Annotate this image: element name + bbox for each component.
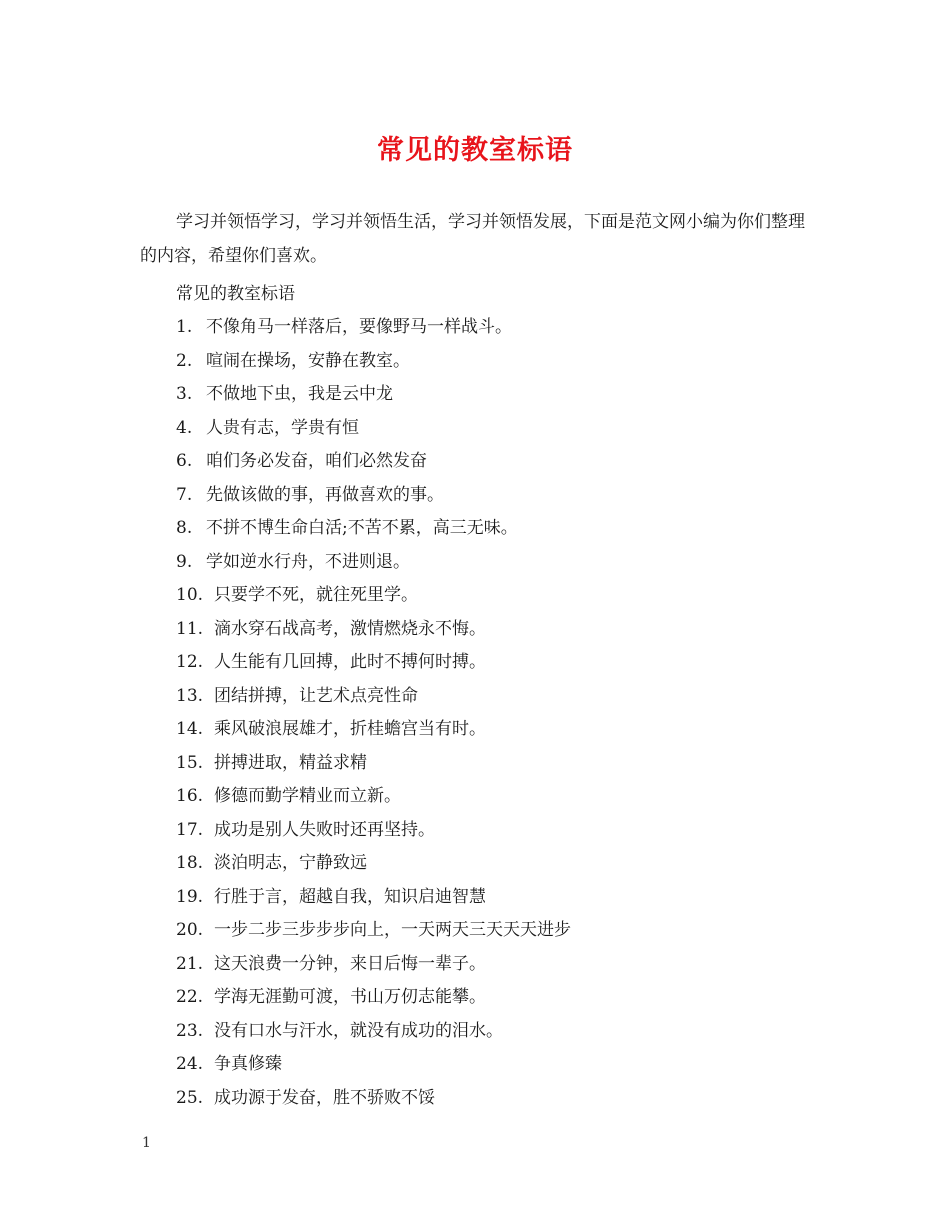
list-item-text: 先做该做的事，再做喜欢的事。: [206, 484, 444, 505]
list-item-number: 8.: [176, 518, 193, 538]
list-item: [176, 445, 571, 479]
list-item-text: 乘风破浪展雄才，折桂蟾宫当有时。: [214, 719, 486, 739]
intro-paragraph: 学习并领悟学习，学习并领悟生活，学习并领悟发展，下面是范文网小编为你们整理的内容，希望你们喜欢。: [140, 212, 805, 266]
list-item-text: 不做地下虫，我是云中龙: [206, 384, 393, 404]
list-item-text: 不拼不博生命白活;不苦不累，高三无味。: [206, 518, 518, 538]
list-item-text: 人生能有几回搏，此时不搏何时搏。: [214, 652, 486, 672]
list-item-number: 17.: [176, 819, 204, 840]
list-item-text: 学如逆水行舟，不进则退。: [206, 551, 410, 572]
section-heading: 常见的教室标语: [176, 284, 295, 304]
list-item: [176, 479, 571, 513]
list-item: [176, 847, 571, 881]
list-item-text: 行胜于言，超越自我，知识启迪智慧: [214, 886, 486, 907]
list-item-text: 咱们务必发奋，咱们必然发奋: [206, 451, 427, 471]
list-item: [176, 512, 571, 546]
list-item-number: 16.: [176, 786, 204, 806]
slogan-list: [176, 311, 571, 1115]
list-item-text: 团结拼搏，让艺术点亮性命: [214, 685, 418, 706]
list-item-number: 20.: [176, 920, 204, 940]
list-item: [176, 1082, 571, 1116]
page-number: 1: [142, 1135, 151, 1151]
list-item-text: 没有口水与汗水，就没有成功的泪水。: [214, 1020, 503, 1041]
list-item-number: 18.: [176, 853, 204, 873]
list-item-number: 23.: [176, 1020, 204, 1041]
list-item-text: 滴水穿石战高考，激情燃烧永不悔。: [214, 618, 486, 639]
list-item: [176, 814, 571, 848]
list-item: [176, 345, 571, 379]
list-item-text: 修德而勤学精业而立新。: [214, 786, 401, 806]
list-item-text: 一步二步三步步步向上，一天两天三天天天进步: [214, 920, 571, 940]
list-item-number: 19.: [176, 886, 204, 907]
list-item: [176, 680, 571, 714]
list-item-number: 3.: [176, 384, 193, 404]
list-item-number: 2.: [176, 350, 193, 371]
list-item: [176, 881, 571, 915]
list-item-number: 1.: [176, 317, 193, 337]
list-item: [176, 780, 571, 814]
list-item-text: 喧闹在操场，安静在教室。: [206, 350, 410, 371]
list-item-number: 4.: [176, 417, 193, 438]
list-item-number: 7.: [176, 484, 193, 505]
list-item: [176, 713, 571, 747]
list-item-number: 14.: [176, 719, 204, 739]
list-item: [176, 311, 571, 345]
list-item-text: 拼搏进取，精益求精: [214, 752, 367, 773]
list-item-number: 11.: [176, 618, 204, 639]
list-item-text: 成功源于发奋，胜不骄败不馁: [214, 1087, 435, 1108]
list-item: [176, 646, 571, 680]
list-item-text: 学海无涯勤可渡，书山万仞志能攀。: [214, 987, 486, 1007]
list-item-text: 只要学不死，就往死里学。: [214, 585, 418, 605]
list-item-text: 人贵有志，学贵有恒: [206, 417, 359, 438]
list-item-number: 24.: [176, 1054, 204, 1074]
list-item: [176, 412, 571, 446]
list-item: [176, 1015, 571, 1049]
list-item: [176, 1048, 571, 1082]
list-item-number: 13.: [176, 685, 204, 706]
list-item: [176, 378, 571, 412]
list-item-text: 这天浪费一分钟，来日后悔一辈子。: [214, 953, 486, 974]
list-item-number: 25.: [176, 1087, 204, 1108]
list-item-number: 22.: [176, 987, 204, 1007]
list-item: [176, 981, 571, 1015]
list-item: [176, 613, 571, 647]
list-item: [176, 914, 571, 948]
list-item: [176, 579, 571, 613]
list-item-number: 12.: [176, 652, 204, 672]
page-title: 常见的教室标语: [377, 135, 573, 166]
list-item-number: 21.: [176, 953, 204, 974]
list-item-text: 争真修臻: [214, 1054, 282, 1074]
list-item-text: 淡泊明志，宁静致远: [214, 853, 367, 873]
list-item-text: 不像角马一样落后，要像野马一样战斗。: [206, 317, 512, 337]
list-item-text: 成功是别人失败时还再坚持。: [214, 819, 435, 840]
list-item-number: 10.: [176, 585, 204, 605]
list-item-number: 15.: [176, 752, 204, 773]
list-item: [176, 747, 571, 781]
list-item-number: 9.: [176, 551, 193, 572]
list-item: [176, 948, 571, 982]
list-item-number: 6.: [176, 451, 193, 471]
list-item: [176, 546, 571, 580]
